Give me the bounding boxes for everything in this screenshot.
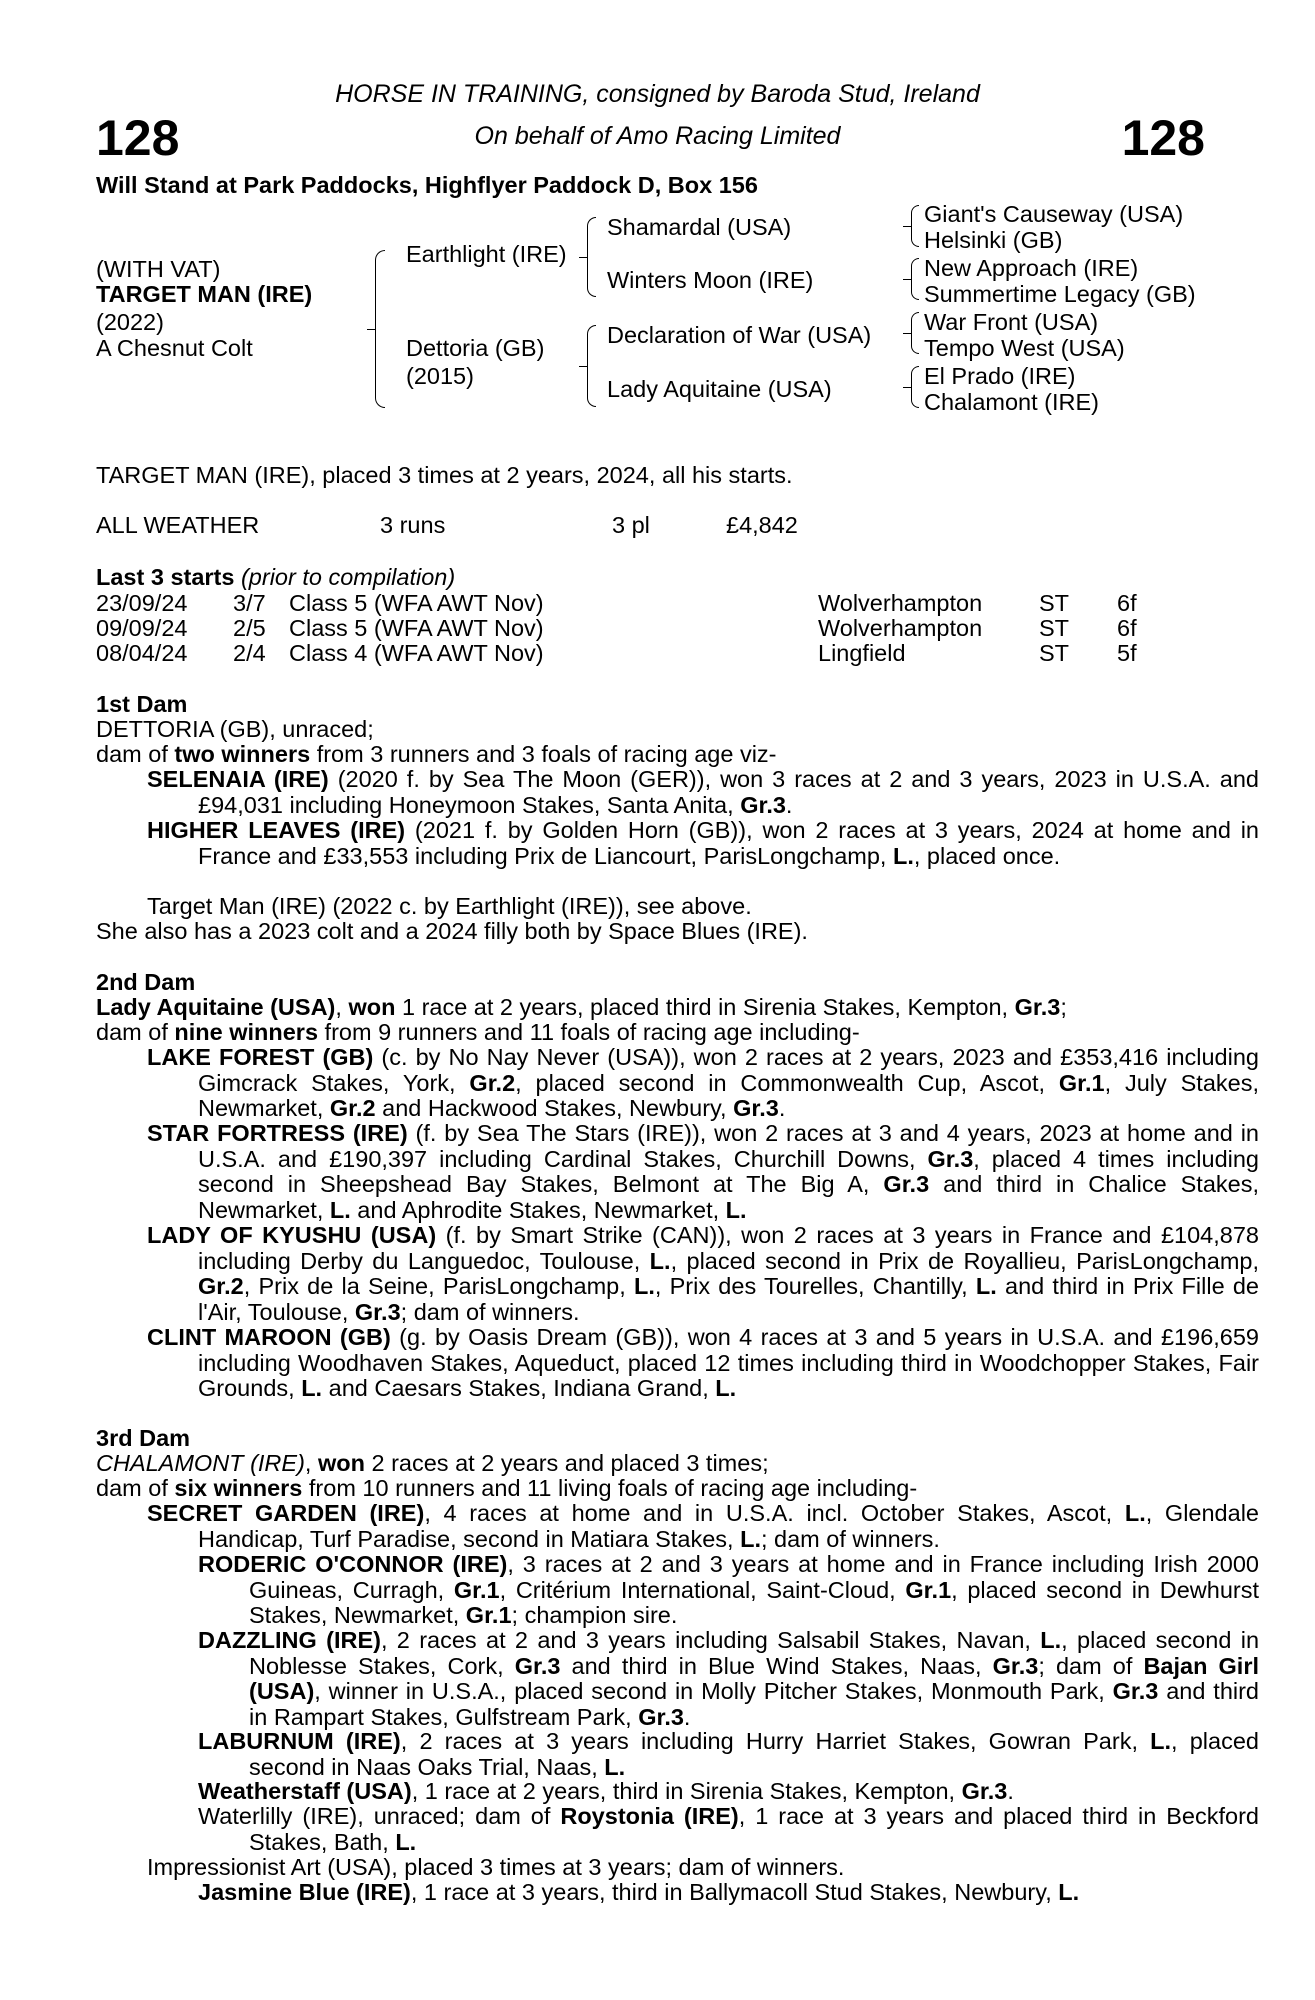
second-dam-line: Lady Aquitaine (USA), won 1 race at 2 years, placed third in Sirenia Stakes, Kempton, Gr.3; (96, 994, 1067, 1020)
horse-name: TARGET MAN (IRE) (96, 281, 313, 307)
second-dam-heading: 2nd Dam (96, 969, 196, 995)
surface-label: ALL WEATHER (96, 512, 260, 538)
progeny-entry: STAR FORTRESS (IRE) (f. by Sea The Stars (IRE)), won 2 races at 3 and 4 years, 2023 at home and in U.S.A. and £190,397 including Cardinal Stakes, Churchill Downs, Gr.3, placed 4 times including second in Sheepshead Bay Stakes, Belmont at The Big A, Gr.3 and third in Chalice Stakes, Newmarket, L. and Aphrodite Stakes, Newmarket, L. (147, 1120, 1260, 1223)
progeny-entry: Target Man (IRE) (2022 c. by Earthlight (IRE)), see above. (147, 893, 752, 919)
progeny-entry: Weatherstaff (USA), 1 race at 2 years, third in Sirenia Stakes, Kempton, Gr.3. (198, 1778, 1014, 1804)
start-date: 23/09/24 (96, 590, 188, 616)
sire-sire: Shamardal (USA) (607, 214, 792, 240)
start-distance: 6f (1117, 615, 1137, 641)
progeny-entry: LADY OF KYUSHU (USA) (f. by Smart Strike (CAN)), won 2 races at 3 years in France and £104,878 including Derby du Languedoc, Toulouse, L., placed second in Prix de Royallieu, ParisLongchamp, Gr.2, Prix de la Seine, ParisLongchamp, L., Prix des Tourelles, Chantilly, L. and third in Prix Fille de l'Air, Toulouse, Gr.3; dam of winners. (147, 1222, 1260, 1325)
brace-g4 (911, 366, 919, 408)
grandsire-2: New Approach (IRE) (924, 255, 1139, 281)
progeny-entry: SELENAIA (IRE) (2020 f. by Sea The Moon (GER)), won 3 races at 2 and 3 years, 2023 in U.S.A. and £94,031 including Honeymoon Stakes, Santa Anita, Gr.3. (147, 766, 1259, 818)
third-dam-heading: 3rd Dam (96, 1425, 191, 1451)
on-behalf-line: On behalf of Amo Racing Limited (474, 122, 841, 150)
progeny-entry: Impressionist Art (USA), placed 3 times at 3 years; dam of winners. (147, 1854, 845, 1880)
brace-g2 (911, 258, 919, 300)
start-distance: 5f (1117, 640, 1137, 666)
start-course: Lingfield (818, 640, 906, 666)
start-date: 09/09/24 (96, 615, 188, 641)
third-dam-line: CHALAMONT (IRE), won 2 races at 2 years and placed 3 times; (96, 1450, 769, 1476)
sire-name: Earthlight (IRE) (406, 241, 567, 267)
start-race: Class 5 (WFA AWT Nov) (289, 615, 544, 641)
first-dam-line: DETTORIA (GB), unraced; (96, 716, 374, 742)
start-race: Class 4 (WFA AWT Nov) (289, 640, 544, 666)
start-date: 08/04/24 (96, 640, 188, 666)
vat-label: (WITH VAT) (96, 256, 221, 282)
last-starts-note: (prior to compilation) (240, 564, 456, 590)
granddam-2: Summertime Legacy (GB) (924, 281, 1196, 307)
progeny-entry: Jasmine Blue (IRE), 1 race at 3 years, third in Ballymacoll Stud Stakes, Newbury, L. (198, 1879, 1080, 1905)
progeny-entry: Waterlilly (IRE), unraced; dam of Roystonia (IRE), 1 race at 3 years and placed third in Beckford Stakes, Bath, L. (198, 1803, 1259, 1855)
start-position: 2/4 (233, 640, 266, 666)
dam-brace (587, 325, 596, 407)
start-distance: 6f (1117, 590, 1137, 616)
second-dam-produce-line: dam of nine winners from 9 runners and 11 foals of racing age including- (96, 1019, 860, 1045)
first-dam-heading: 1st Dam (96, 691, 188, 717)
brace-g1 (911, 205, 919, 247)
third-dam-produce-line: dam of six winners from 10 runners and 11 living foals of racing age including- (96, 1475, 918, 1501)
progeny-entry: CLINT MAROON (GB) (g. by Oasis Dream (GB)), won 4 races at 3 and 5 years in U.S.A. and £196,659 including Woodhaven Stakes, Aqueduct, placed 12 times including third in Woodchopper Stakes, Fair Grounds, L. and Caesars Stakes, Indiana Grand, L. (147, 1324, 1259, 1401)
runs-count: 3 runs (380, 512, 446, 538)
progeny-entry: DAZZLING (IRE), 2 races at 2 and 3 years including Salsabil Stakes, Navan, L., placed second in Noblesse Stakes, Cork, Gr.3 and third in Blue Wind Stakes, Naas, Gr.3; dam of Bajan Girl (USA), winner in U.S.A., placed second in Molly Pitcher Stakes, Monmouth Park, Gr.3 and third in Rampart Stakes, Gulfstream Park, Gr.3. (198, 1627, 1260, 1730)
start-position: 3/7 (233, 590, 266, 616)
stand-location: Will Stand at Park Paddocks, Highflyer Paddock D, Box 156 (96, 172, 758, 198)
first-dam-note: She also has a 2023 colt and a 2024 filly both by Space Blues (IRE). (96, 918, 808, 944)
granddam-3: Tempo West (USA) (924, 335, 1125, 361)
dam-year: (2015) (406, 363, 474, 389)
start-course: Wolverhampton (818, 615, 983, 641)
progeny-entry: LAKE FOREST (GB) (c. by No Nay Never (USA)), won 2 races at 2 years, 2023 and £353,416 including Gimcrack Stakes, York, Gr.2, placed second in Commonwealth Cup, Ascot, Gr.1, July Stakes, Newmarket, Gr.2 and Hackwood Stakes, Newbury, Gr.3. (147, 1044, 1260, 1121)
race-summary: TARGET MAN (IRE), placed 3 times at 2 years, 2024, all his starts. (96, 462, 793, 488)
progeny-entry: RODERIC O'CONNOR (IRE), 3 races at 2 and 3 years at home and in France including Irish 2000 Guineas, Curragh, Gr.1, Critérium International, Saint-Cloud, Gr.1, placed second in Dewhurst Stakes, Newmarket, Gr.1; champion sire. (198, 1551, 1260, 1628)
sire-dam: Winters Moon (IRE) (607, 267, 814, 293)
start-position: 2/5 (233, 615, 266, 641)
lot-number-left: 128 (96, 110, 180, 166)
start-going: ST (1039, 615, 1070, 641)
pedigree-brace (375, 250, 385, 408)
earnings: £4,842 (726, 512, 798, 538)
table-row (96, 641, 1196, 667)
granddam-1: Helsinki (GB) (924, 227, 1063, 253)
grandsire-3: War Front (USA) (924, 309, 1099, 335)
start-course: Wolverhampton (818, 590, 983, 616)
granddam-4: Chalamont (IRE) (924, 389, 1099, 415)
dam-name: Dettoria (GB) (406, 335, 545, 361)
sire-brace (587, 217, 596, 297)
start-going: ST (1039, 640, 1070, 666)
start-race: Class 5 (WFA AWT Nov) (289, 590, 544, 616)
last-starts-title: Last 3 starts (96, 564, 235, 590)
last-starts-heading (96, 565, 455, 591)
table-row (96, 616, 1196, 642)
progeny-entry: SECRET GARDEN (IRE), 4 races at home and in U.S.A. incl. October Stakes, Ascot, L., Glendale Handicap, Turf Paradise, second in Matiara Stakes, L.; dam of winners. (147, 1500, 1259, 1552)
grandsire-4: El Prado (IRE) (924, 363, 1076, 389)
foaling-year: (2022) (96, 309, 164, 335)
start-going: ST (1039, 590, 1070, 616)
consignor-line: HORSE IN TRAINING, consigned by Baroda Stud, Ireland (335, 80, 980, 108)
placed-count: 3 pl (612, 512, 650, 538)
dam-sire: Declaration of War (USA) (607, 322, 872, 348)
progeny-entry: LABURNUM (IRE), 2 races at 3 years including Hurry Harriet Stakes, Gowran Park, L., placed second in Naas Oaks Trial, Naas, L. (198, 1728, 1259, 1780)
brace-g3 (911, 312, 919, 354)
lot-number-right: 128 (1121, 110, 1205, 166)
horse-description: A Chesnut Colt (96, 335, 253, 361)
first-dam-produce-line: dam of two winners from 3 runners and 3 foals of racing age viz- (96, 741, 777, 767)
progeny-entry: HIGHER LEAVES (IRE) (2021 f. by Golden Horn (GB)), won 2 races at 3 years, 2024 at home and in France and £33,553 including Prix de Liancourt, ParisLongchamp, L., placed once. (147, 817, 1259, 869)
dam-dam: Lady Aquitaine (USA) (607, 376, 832, 402)
grandsire-1: Giant's Causeway (USA) (924, 201, 1184, 227)
table-row (96, 591, 1196, 617)
